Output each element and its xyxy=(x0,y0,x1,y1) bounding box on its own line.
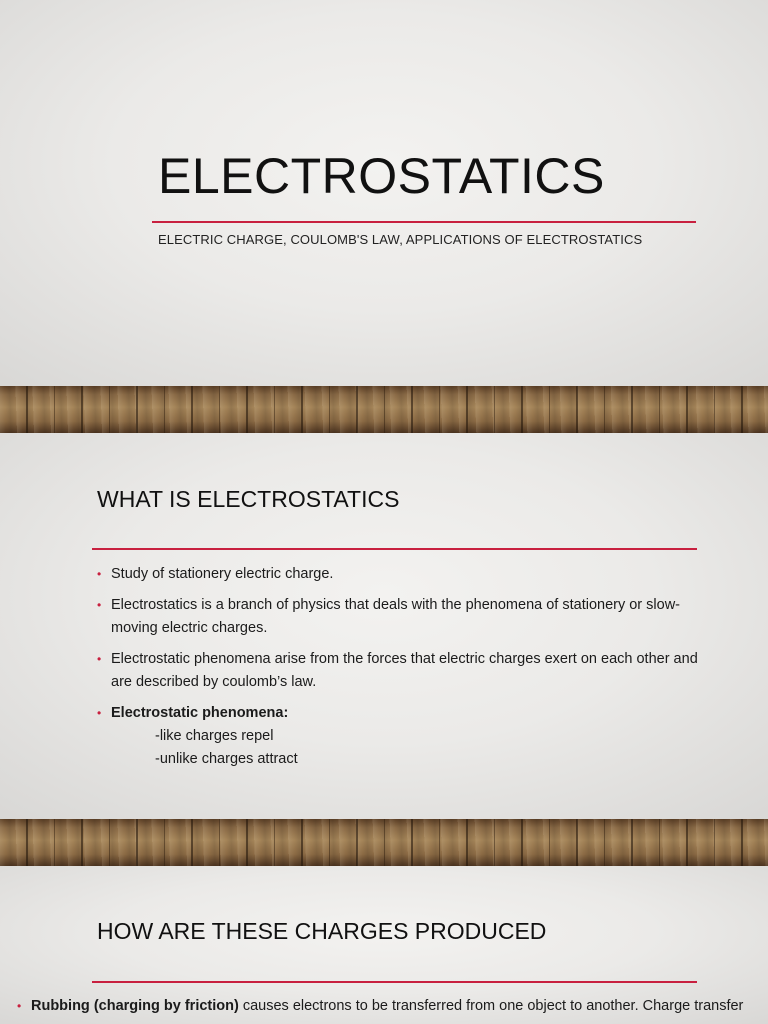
heading-divider xyxy=(92,548,697,550)
title-divider xyxy=(152,221,696,223)
presentation-subtitle: ELECTRIC CHARGE, COULOMB'S LAW, APPLICATIONS OF ELECTROSTATICS xyxy=(158,232,643,247)
presentation-title: ELECTROSTATICS xyxy=(158,148,605,204)
bullet-list xyxy=(97,563,707,779)
slide-heading: HOW ARE THESE CHARGES PRODUCED xyxy=(97,918,547,944)
wood-floor-banner xyxy=(0,819,768,866)
heading-divider xyxy=(92,981,697,983)
list-item xyxy=(97,563,707,586)
what-is-electrostatics-slide xyxy=(0,433,768,819)
sub-item: -like charges repel xyxy=(155,728,274,744)
bullet-dot-icon: • xyxy=(97,652,102,666)
bullet-text: Study of stationery electric charge. xyxy=(111,566,334,582)
bullet-text: Electrostatics is a branch of physics that deals with the phenomena of stationery or slow-moving electric charges. xyxy=(111,597,681,636)
phenomena-label: Electrostatic phenomena xyxy=(111,705,284,721)
bullet-dot-icon: • xyxy=(17,999,22,1013)
bullet-text: Electrostatic phenomena arise from the forces that electric charges exert on each other and are described by coulomb’s law. xyxy=(111,651,698,690)
wood-floor-banner xyxy=(0,386,768,433)
bullet-bold-text: Rubbing (charging by friction) xyxy=(31,998,239,1014)
bullet-dot-icon: • xyxy=(97,598,102,612)
list-item xyxy=(97,594,707,640)
list-item xyxy=(17,995,768,1018)
charges-produced-slide xyxy=(0,866,768,1024)
slide-heading: WHAT IS ELECTROSTATICS xyxy=(97,486,400,512)
bullet-dot-icon: • xyxy=(97,706,102,720)
list-item xyxy=(97,702,707,771)
bullet-text: causes electrons to be transferred from one object to another. Charge transfer xyxy=(238,998,744,1014)
bullet-list xyxy=(17,995,768,1018)
bullet-dot-icon: • xyxy=(97,567,102,581)
list-item xyxy=(97,648,707,694)
phenomena-colon: : xyxy=(283,705,289,721)
title-slide xyxy=(0,0,768,386)
sub-item: -unlike charges attract xyxy=(155,751,298,767)
